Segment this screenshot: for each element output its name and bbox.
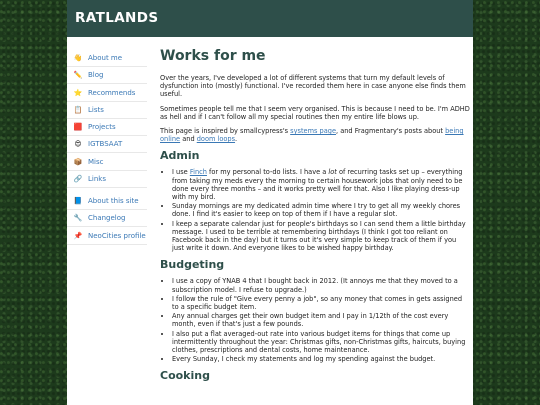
- sidebar-item-label: IGTBSAAT: [88, 140, 123, 149]
- sidebar-item-neocities-profile[interactable]: [67, 228, 147, 245]
- main-content: [160, 48, 470, 388]
- intro-paragraph-1: Over the years, I've developed a lot of different systems that turn my default levels of dysfunction into (mostly) functional. I've recorded them here in case anyone else finds them useful.: [160, 74, 466, 99]
- sidebar-item-label: Projects: [88, 123, 116, 132]
- sidebar-item-links[interactable]: [67, 171, 147, 188]
- sidebar-item-label: Blog: [88, 71, 104, 80]
- cooking-heading: Cooking: [160, 369, 210, 383]
- page-title: Works for me: [160, 48, 266, 64]
- page-container: [67, 0, 473, 405]
- admin-heading: Admin: [160, 149, 200, 163]
- sidebar-item-label: NeoCities profile: [88, 231, 146, 240]
- star-icon: ⭐: [73, 88, 83, 97]
- budgeting-list: [160, 277, 470, 363]
- sidebar-item-label: About this site: [88, 197, 139, 206]
- systems-page-link[interactable]: systems page: [290, 127, 337, 136]
- wave-icon: 👋: [73, 54, 83, 62]
- pin-icon: 📌: [73, 231, 83, 240]
- intro-paragraph-3: This page is inspired by smallcypress's systems page, and Fragmentary's posts about being online and doom loops.: [160, 127, 464, 144]
- link-icon: 🔗: [73, 175, 83, 184]
- admin-list: [160, 168, 470, 252]
- list-item: • Any annual charges get their own budget item and I pay in 1/12th of the cost every month, even if that's just a few pounds.: [172, 312, 470, 328]
- being-online-link[interactable]: being online: [160, 127, 464, 144]
- sidebar-item-blog[interactable]: [67, 67, 147, 84]
- sidebar-item-recommends[interactable]: [67, 85, 147, 102]
- red-square-icon: 🟥: [73, 123, 83, 132]
- box-icon: 📦: [73, 157, 83, 166]
- sidebar-item-label: Lists: [88, 105, 104, 114]
- sidebar-item-misc[interactable]: [67, 154, 147, 171]
- sidebar-item-lists[interactable]: [67, 102, 147, 119]
- list-item: • I follow the rule of "Give every penny a job", so any money that comes in gets assigned to a specific budget item.: [172, 295, 470, 311]
- sidebar-item-igtbsaat[interactable]: [67, 136, 147, 153]
- sidebar-item-label: Recommends: [88, 88, 136, 97]
- finch-link[interactable]: Finch: [189, 168, 207, 177]
- budgeting-heading: Budgeting: [160, 258, 225, 272]
- book-icon: 📘: [73, 197, 83, 206]
- site-header: [67, 0, 473, 37]
- site-title[interactable]: RATLANDS: [75, 10, 159, 26]
- list-item: • I use a copy of YNAB 4 that I bought back in 2012. (It annoys me that they moved to a subscription model. I refuse to upgrade.): [172, 277, 470, 293]
- intro-paragraph-2: Sometimes people tell me that I seem very organised. This is because I need to be. I'm ADHD as hell and if I can't follow all my special routines then my entire life blows up.: [160, 104, 470, 121]
- sidebar-item-label: Misc: [88, 157, 104, 166]
- clipboard-icon: 📋: [73, 105, 83, 114]
- sidebar-item-projects[interactable]: [67, 119, 147, 136]
- heart-eyes-icon: 😍: [74, 140, 82, 149]
- list-item: • I also put a flat averaged-out rate into various budget items for things that come up intermittently throughout the year: Christmas gifts, non-Christmas gifts, haircuts, buying clothes, prescriptions and dental costs, home maintenance.: [172, 330, 470, 355]
- sidebar-item-label: Links: [88, 175, 106, 184]
- list-item: • Sunday mornings are my dedicated admin time where I try to get all my weekly chores done. I find it's easier to keep on top of them if I have a regular slot.: [172, 202, 470, 218]
- sidebar-item-label: About me: [88, 54, 123, 62]
- sidebar-item-about-this-site[interactable]: [67, 193, 147, 210]
- sidebar-item-about-me[interactable]: [67, 50, 147, 67]
- sidebar-nav: [67, 50, 147, 245]
- wrench-icon: 🔧: [73, 214, 83, 223]
- sidebar-item-changelog[interactable]: [67, 210, 147, 227]
- list-item: • Every Sunday, I check my statements and log my spending against the budget.: [172, 355, 470, 363]
- pencil-icon: ✏️: [73, 71, 83, 80]
- sidebar-item-label: Changelog: [88, 214, 126, 223]
- doom-loops-link[interactable]: doom loops: [196, 135, 236, 144]
- list-item: • I keep a separate calendar just for people's birthdays so I can send them a little birthday message. I used to be terrible at remembering birthdays (I think I got too reliant on Facebook back in the day) but it turns out it's very simple to keep track of them if you just write it down. And everyone likes to be wished happy birthday.: [172, 220, 470, 253]
- list-item: • I use Finch for my personal to-do lists. I have a lot of recurring tasks set up – everything from taking my meds every the morning to certain housework jobs that only need to be done every three months – and it works pretty well for that. Also I like playing dress-up with my bird.: [172, 168, 470, 201]
